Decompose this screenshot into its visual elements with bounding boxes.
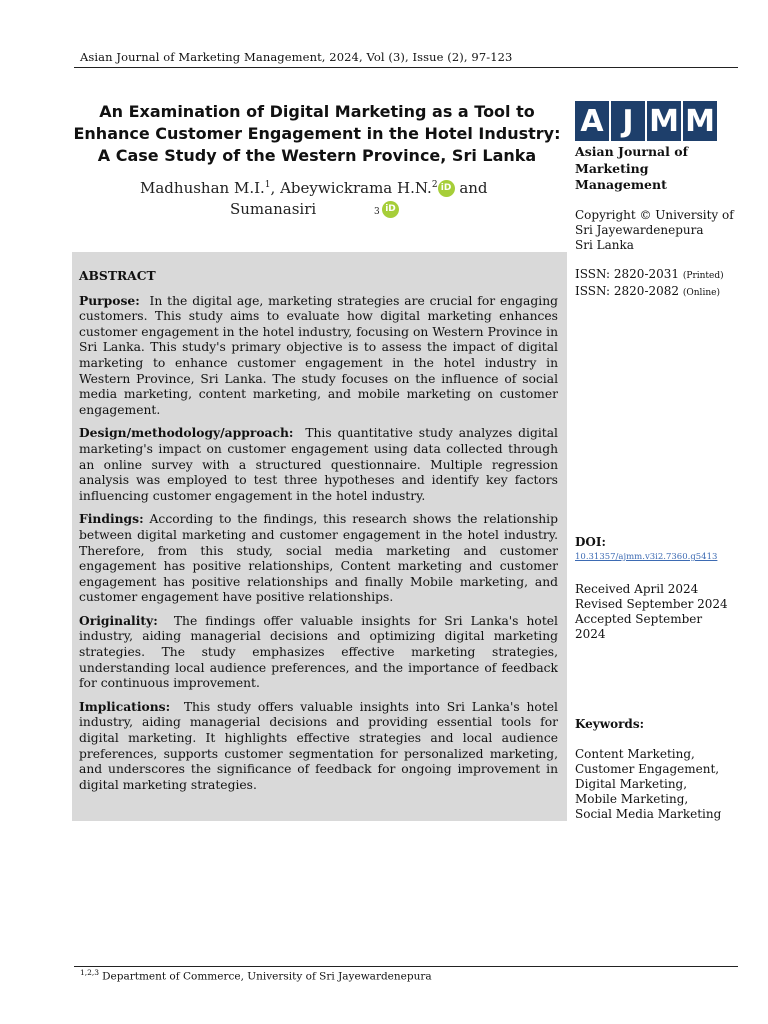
abstract-box bbox=[72, 252, 567, 821]
footnote-text: Department of Commerce, University of Sri Jayewardenepura bbox=[102, 970, 432, 983]
issn-online bbox=[575, 284, 735, 301]
logo-letter: M bbox=[683, 101, 717, 141]
keywords-label: Keywords: bbox=[575, 717, 645, 731]
copyright-line: Copyright © University of bbox=[575, 208, 734, 222]
doi-link[interactable]: 10.31357/ajmm.v3i2.7360.g5413 bbox=[575, 552, 718, 562]
abstract-originality bbox=[79, 613, 558, 692]
orcid-icon[interactable]: iD bbox=[438, 180, 455, 197]
author-3-name: Sumanasiri bbox=[230, 200, 317, 218]
purpose-label: Purpose: bbox=[79, 292, 140, 308]
issn-print-tag: (Printed) bbox=[682, 271, 724, 281]
copyright-line: Sri Lanka bbox=[575, 238, 634, 252]
findings-label: Findings: bbox=[79, 511, 144, 527]
footer-rule bbox=[74, 966, 738, 967]
author-1-name: Madhushan M.I. bbox=[140, 179, 265, 197]
originality-label: Originality: bbox=[79, 612, 158, 628]
keywords-text: Content Marketing, Customer Engagement, Digital Marketing, Mobile Marketing, Social Media Marketing bbox=[575, 747, 722, 821]
issn-print-value: ISSN: 2820-2031 bbox=[575, 267, 680, 281]
logo-letter: M bbox=[647, 101, 681, 141]
author-line-1 bbox=[140, 175, 500, 199]
abstract-heading: ABSTRACT bbox=[79, 268, 156, 283]
implications-text: This study offers valuable insights into Sri Lanka's hotel industry, aiding managerial decisions and providing essential tools for digital marketing. It highlights effective strategies and local audience preferences, supports customer segmentation for personalized marketing, and underscores the significance of feedback for ongoing improvement in digital marketing strategies. bbox=[79, 699, 558, 792]
doi-block bbox=[575, 535, 735, 565]
logo-letter: J bbox=[611, 101, 645, 141]
issn-online-tag: (Online) bbox=[682, 288, 720, 298]
issn-online-value: ISSN: 2820-2082 bbox=[575, 284, 680, 298]
copyright-line: Sri Jayewardenepura bbox=[575, 223, 704, 237]
author-3-affil: 3 bbox=[374, 207, 380, 217]
design-label: Design/methodology/approach: bbox=[79, 425, 294, 441]
findings-text: According to the findings, this research shows the relationship between digital marketing and customer engagement in the hotel industry. Therefore, from this study, social media marketing and customer engagement has positive relationships, Content marketing and customer engagement has positive relationships and finally Mobile marketing, and customer engagement have positive relationships. bbox=[79, 512, 558, 605]
author-2-name: Abeywickrama H.N. bbox=[280, 179, 432, 197]
author-1-affil: 1 bbox=[264, 180, 271, 190]
author-2-affil: 2 bbox=[431, 180, 438, 190]
originality-text: The findings offer valuable insights for Sri Lanka's hotel industry, aiding managerial decisions and optimizing digital marketing strategies. The study emphasizes effective marketing strategies, understanding local audience preferences, and the importance of feedback for continuous improvement. bbox=[79, 613, 558, 691]
abstract-purpose bbox=[79, 293, 558, 419]
journal-name: Asian Journal of Marketing Management bbox=[575, 144, 688, 192]
design-text: This quantitative study analyzes digital marketing's impact on customer engagement using data collected through an online survey with a structured questionnaire. Multiple regression analysis was employed to test three hypotheses and identify key factors influencing customer engagement in the hotel industry. bbox=[79, 426, 558, 503]
copyright-block bbox=[575, 208, 735, 253]
abstract-implications bbox=[79, 699, 558, 794]
orcid-icon[interactable]: iD bbox=[382, 201, 399, 218]
footnote-marks: 1,2,3 bbox=[80, 968, 100, 977]
issn-block bbox=[575, 267, 735, 301]
author-list bbox=[140, 175, 500, 220]
received-date: Received April 2024 bbox=[575, 582, 699, 596]
purpose-text: In the digital age, marketing strategies are crucial for engaging customers. This study aims to evaluate how digital marketing enhances customer engagement in the hotel industry, focusing on Western Province in Sri Lanka. This study's primary objective is to assess the impact of digital marketing to enhance customer engagement in the hotel industry in Western Province, Sri Lanka. The study focuses on the influence of social media marketing, content marketing, and mobile marketing on customer engagement. bbox=[79, 293, 558, 417]
article-title: An Examination of Digital Marketing as a Tool to Enhance Customer Engagement in the Hotel Industry: A Case Study of the Western Province, Sri Lanka bbox=[73, 102, 561, 165]
issn-print bbox=[575, 267, 735, 284]
doi-label: DOI: bbox=[575, 535, 606, 549]
logo-letter: A bbox=[575, 101, 609, 141]
implications-label: Implications: bbox=[79, 698, 171, 714]
keywords-block bbox=[575, 717, 735, 822]
journal-logo bbox=[575, 101, 717, 141]
author-line-2 bbox=[140, 199, 500, 220]
running-head: Asian Journal of Marketing Management, 2024, Vol (3), Issue (2), 97-123 bbox=[80, 50, 513, 64]
author-separator: , bbox=[270, 179, 281, 197]
header-rule bbox=[74, 67, 738, 68]
abstract-findings bbox=[79, 511, 558, 606]
dates-block bbox=[575, 582, 735, 642]
revised-date: Revised September 2024 bbox=[575, 597, 728, 611]
author-conjunction: and bbox=[454, 179, 488, 197]
affiliation-footnote bbox=[80, 968, 432, 983]
abstract-design bbox=[79, 425, 558, 504]
accepted-date: Accepted September 2024 bbox=[575, 612, 703, 641]
